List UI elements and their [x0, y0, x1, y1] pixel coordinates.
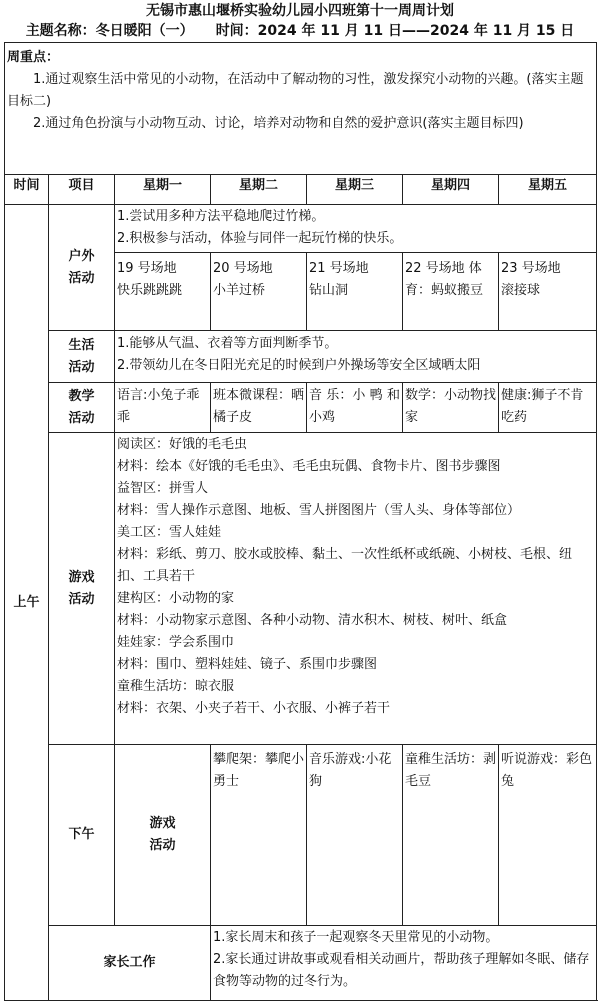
game-line-1: 阅读区：好饿的毛毛虫 — [117, 437, 248, 452]
header-wednesday: 星期三 — [307, 175, 403, 205]
outdoor-goal-1: 1.尝试用多种方法平稳地爬过竹梯。 — [117, 209, 325, 224]
life-cell — [115, 331, 597, 383]
life-item-2: 2.带领幼儿在冬日阳光充足的时候到户外操场等安全区域晒太阳 — [117, 358, 481, 373]
header-friday: 星期五 — [499, 175, 597, 205]
week-focus-item-2: 2.通过角色扮演与小动物互动、讨论，培养对动物和自然的爱护意识(落实主题目标四) — [33, 116, 524, 131]
life-label — [49, 331, 115, 383]
outdoor-thursday — [403, 253, 499, 331]
outdoor-friday-text: 23 号场地 滚接球 — [501, 261, 561, 298]
outdoor-thursday-text: 22 号场地 体育：蚂蚁搬豆 — [405, 261, 484, 298]
afternoon-game-label — [115, 745, 211, 926]
header-item: 项目 — [49, 175, 115, 205]
afternoon-label: 下午 — [49, 745, 115, 926]
game-line-9: 娃娃家：学会系围巾 — [117, 635, 235, 650]
afternoon-game-label-text: 游戏活动 — [149, 816, 176, 853]
week-focus-cell — [5, 43, 597, 175]
game-line-6: 材料：彩纸、剪刀、胶水或胶棒、黏土、一次性纸杯或纸碗、小树枝、毛根、纽扣、工具若干 — [117, 547, 573, 584]
teaching-friday-text: 健康:狮子不肯吃药 — [501, 388, 584, 425]
outdoor-friday — [499, 253, 597, 331]
game-line-10: 材料：围巾、塑料娃娃、镜子、系围巾步骤图 — [117, 657, 378, 672]
document-subtitle — [0, 22, 600, 40]
game-line-11: 童稚生活坊：晾衣服 — [117, 679, 235, 694]
morning-label: 上午 — [5, 205, 49, 1001]
header-monday: 星期一 — [115, 175, 211, 205]
afternoon-tuesday-text: 音乐游戏:小花狗 — [309, 752, 392, 789]
header-tuesday: 星期二 — [211, 175, 307, 205]
teaching-tuesday-text: 班本微课程：晒橘子皮 — [213, 388, 305, 425]
afternoon-tuesday — [307, 745, 403, 926]
week-focus-label: 周重点： — [7, 50, 60, 65]
outdoor-goals-cell — [115, 205, 597, 253]
game-line-4: 材料：雪人操作示意图、地板、雪人拼图图片（雪人头、身体等部位） — [117, 503, 521, 518]
afternoon-thursday — [499, 745, 597, 926]
game-line-7: 建构区：小动物的家 — [117, 591, 235, 606]
parents-cell — [211, 926, 597, 1001]
header-thursday: 星期四 — [403, 175, 499, 205]
teaching-monday-text: 语言:小兔子乖乖 — [117, 388, 200, 425]
document-title: 无锡市惠山堰桥实验幼儿园小四班第十一周周计划 — [146, 3, 454, 19]
header-row — [5, 175, 597, 205]
outdoor-tuesday — [211, 253, 307, 331]
game-label — [49, 433, 115, 745]
outdoor-wednesday — [307, 253, 403, 331]
outdoor-label-text: 户外活动 — [68, 248, 95, 286]
game-line-2: 材料：绘本《好饿的毛毛虫》、毛毛虫玩偶、食物卡片、图书步骤图 — [117, 459, 501, 474]
game-line-3: 益智区：拼雪人 — [117, 481, 209, 496]
game-label-text: 游戏活动 — [68, 569, 95, 607]
teaching-tuesday — [211, 383, 307, 433]
plan-table — [4, 42, 597, 1001]
afternoon-monday — [211, 745, 307, 926]
teaching-label — [49, 383, 115, 433]
teaching-friday — [499, 383, 597, 433]
teaching-wednesday-text: 音 乐：小 鸭 和小鸡 — [309, 388, 400, 425]
teaching-monday — [115, 383, 211, 433]
outdoor-label — [49, 205, 115, 331]
teaching-thursday-text: 数学：小动物找家 — [405, 388, 497, 425]
afternoon-thursday-text: 听说游戏：彩色兔 — [501, 752, 593, 789]
time-label: 时间：2024 年 11 月 11 日——2024 年 11 月 15 日 — [215, 23, 575, 39]
game-line-5: 美工区：雪人娃娃 — [117, 525, 222, 540]
parents-label: 家长工作 — [49, 926, 211, 1001]
parents-item-1: 1.家长周末和孩子一起观察冬天里常见的小动物。 — [213, 930, 499, 945]
outdoor-wednesday-text: 21 号场地 钻山洞 — [309, 261, 369, 298]
teaching-label-text: 教学活动 — [68, 388, 95, 426]
game-line-8: 材料：小动物家示意图、各种小动物、清水积木、树枝、树叶、纸盒 — [117, 613, 508, 628]
parents-item-2: 2.家长通过讲故事或观看相关动画片，帮助孩子理解如冬眠、储存食物等动物的过冬行为。 — [213, 952, 590, 989]
outdoor-monday — [115, 253, 211, 331]
game-line-12: 材料：衣架、小夹子若干、小衣服、小裤子若干 — [117, 701, 391, 716]
teaching-wednesday — [307, 383, 403, 433]
outdoor-tuesday-text: 20 号场地 小羊过桥 — [213, 261, 273, 298]
outdoor-goal-2: 2.积极参与活动，体验与同伴一起玩竹梯的快乐。 — [117, 231, 403, 246]
header-time: 时间 — [5, 175, 49, 205]
theme-label: 主题名称：冬日暖阳（一） — [25, 23, 194, 39]
week-focus-item-1: 1.通过观察生活中常见的小动物，在活动中了解动物的习性，激发探究小动物的兴趣。(落实主题目标二) — [7, 72, 584, 109]
afternoon-wednesday-text: 童稚生活坊：剥毛豆 — [405, 752, 497, 789]
game-cell — [115, 433, 597, 745]
teaching-thursday — [403, 383, 499, 433]
life-item-1: 1.能够从气温、衣着等方面判断季节。 — [117, 336, 338, 351]
afternoon-monday-text: 攀爬架：攀爬小勇士 — [213, 752, 305, 789]
outdoor-monday-text: 19 号场地 快乐跳跳跳 — [117, 261, 183, 298]
life-label-text: 生活活动 — [68, 337, 95, 375]
afternoon-wednesday — [403, 745, 499, 926]
